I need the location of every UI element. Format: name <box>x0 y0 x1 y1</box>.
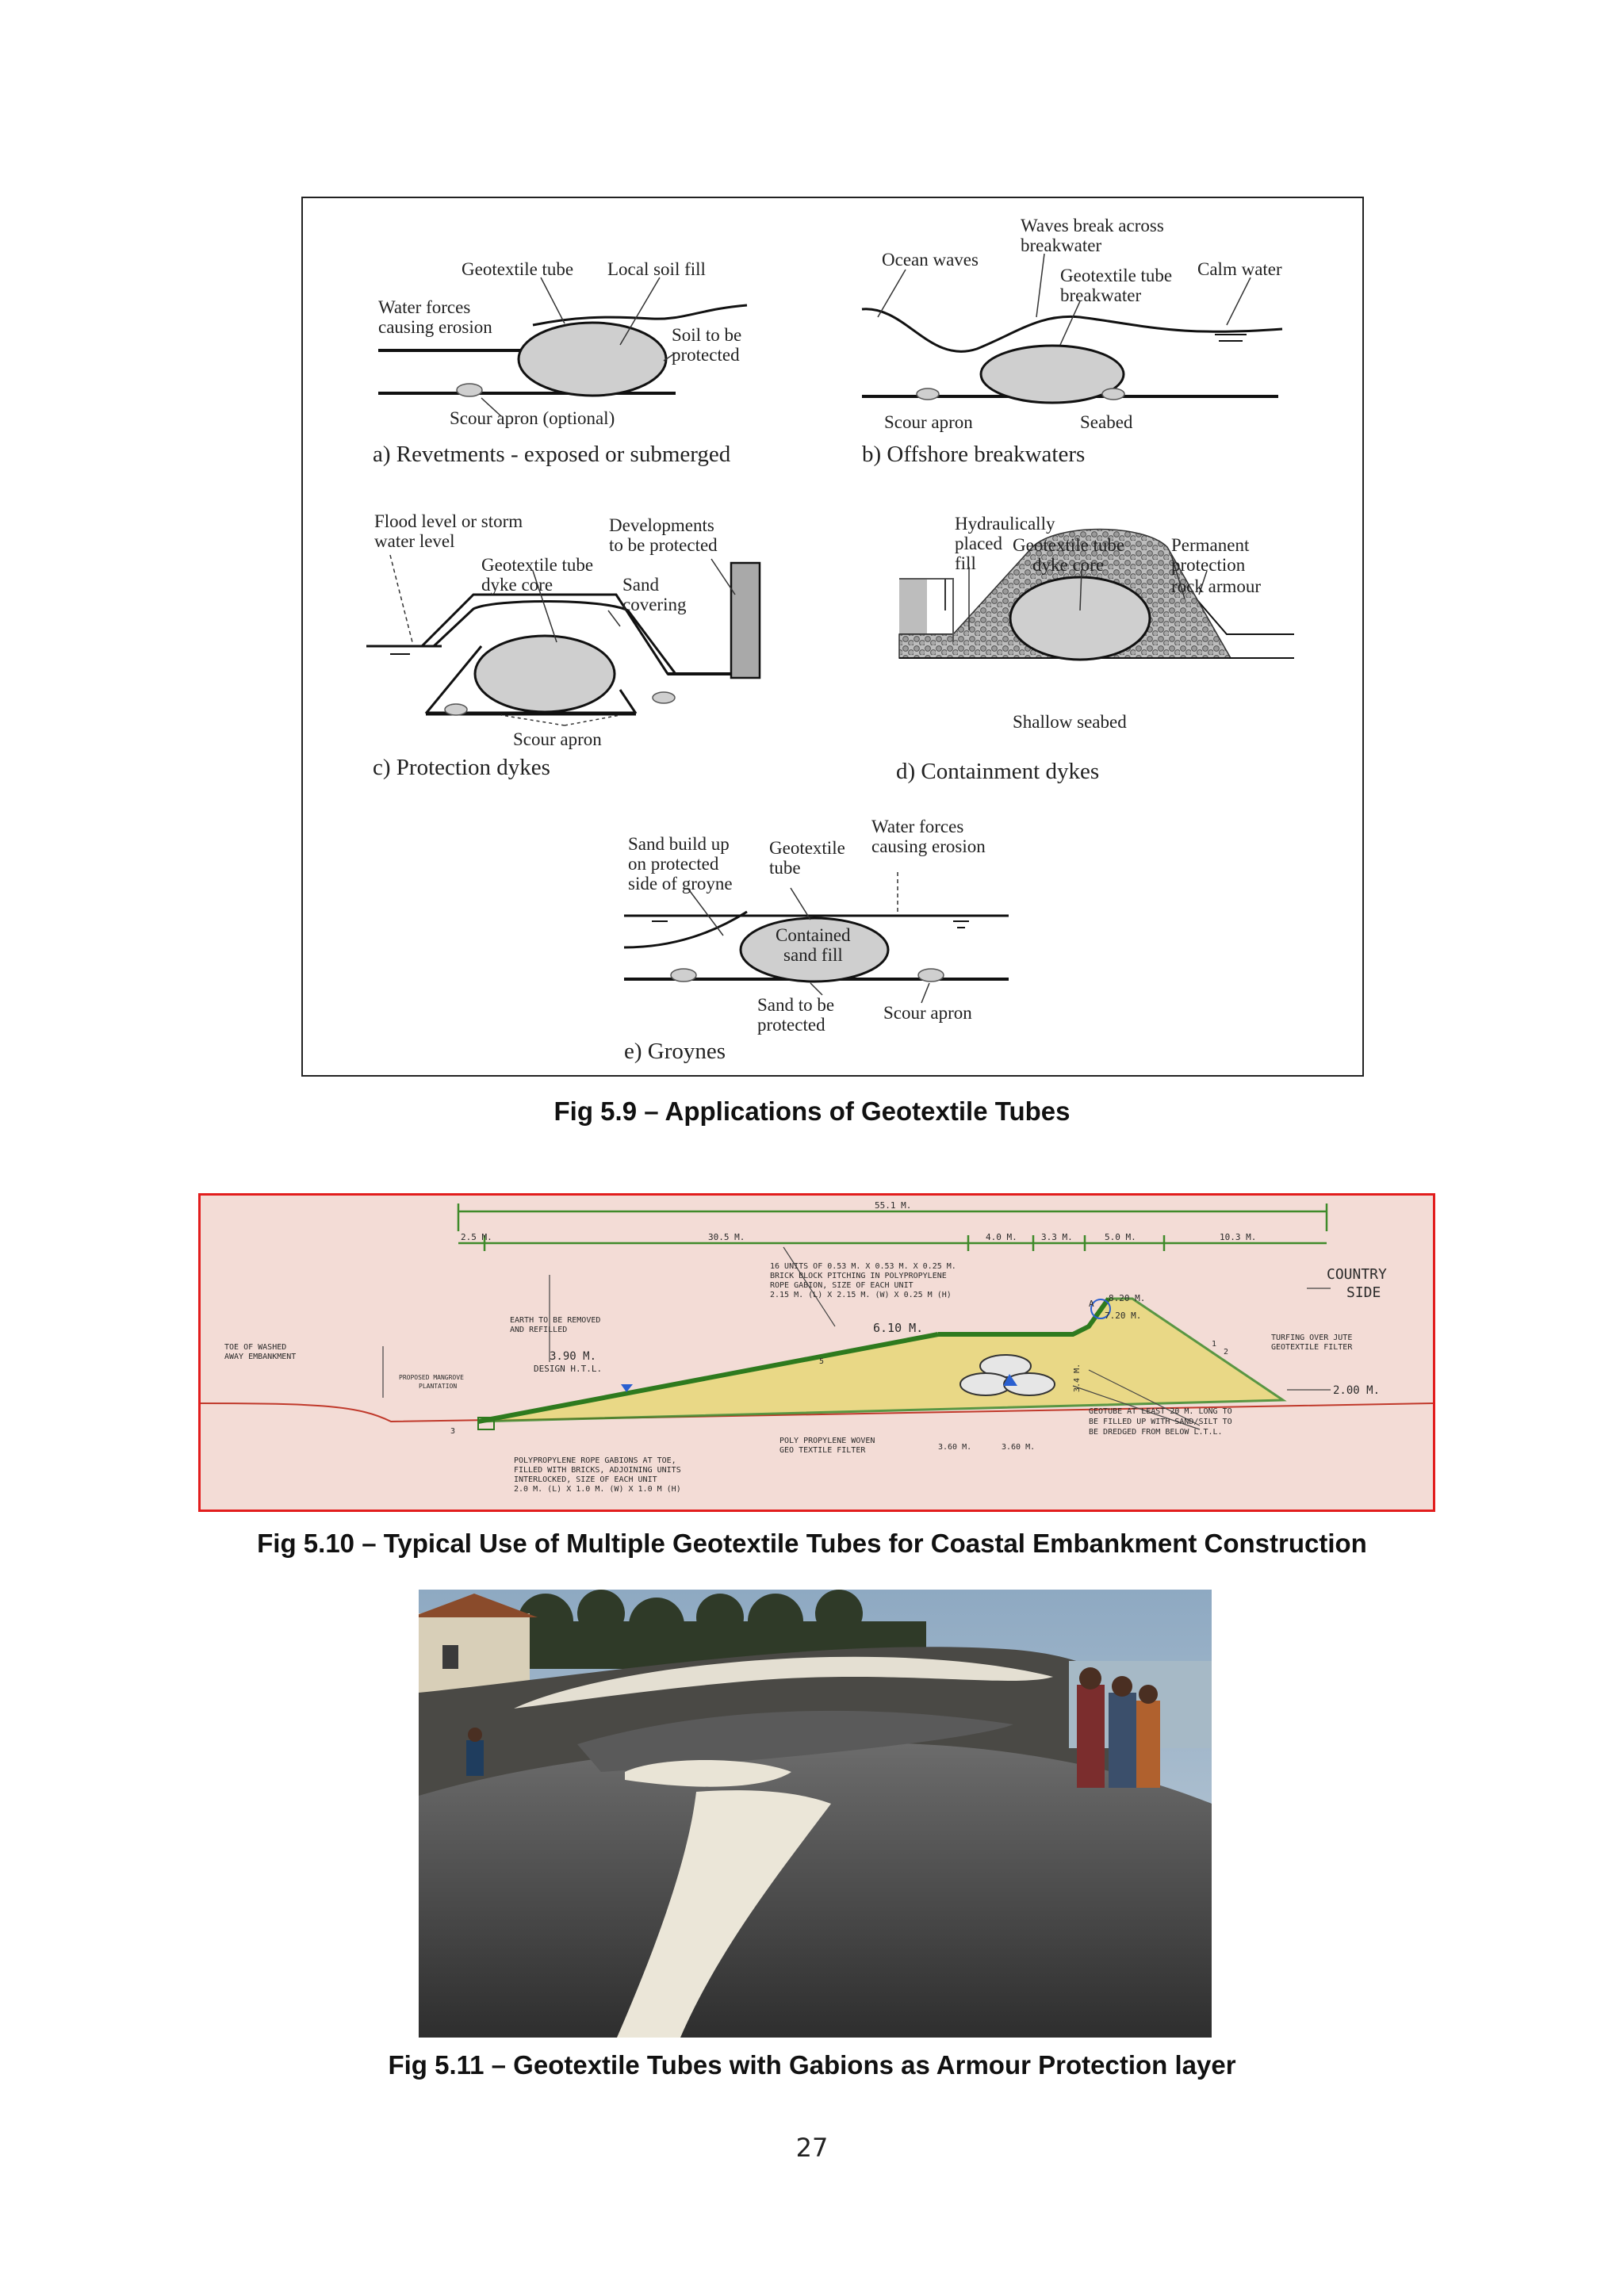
label-waves-break-2: breakwater <box>1021 235 1102 255</box>
label-developments-1: Developments <box>609 515 714 535</box>
panel-b-title: b) Offshore breakwaters <box>862 442 1086 467</box>
geotube-note-3: BE DREDGED FROM BELOW L.T.L. <box>1089 1428 1223 1437</box>
dim-h: 3.60 M. <box>1002 1443 1036 1452</box>
dim-total: 55.1 M. <box>875 1200 912 1211</box>
point-a: A <box>1089 1299 1094 1309</box>
label-sand-covering-2: covering <box>622 595 687 614</box>
fig-5-9-caption: Fig 5.9 – Applications of Geotextile Tubes <box>553 1096 1071 1126</box>
pp-note-2: GEO TEXTILE FILTER <box>779 1446 866 1455</box>
fig-5-11-photo <box>419 1590 1212 2038</box>
label-contained-2: sand fill <box>783 945 843 965</box>
label-sand-protected-1: Sand to be <box>757 995 835 1015</box>
label-shallow-seabed: Shallow seabed <box>1013 712 1127 732</box>
label-hydraulic-2: placed <box>955 534 1003 553</box>
turf-note-1: TURFING OVER JUTE <box>1271 1334 1353 1342</box>
panel-a-revetments <box>373 259 747 467</box>
earth-note-1: EARTH TO BE REMOVED <box>510 1316 601 1325</box>
label-permanent-3: rock armour <box>1171 576 1262 596</box>
label-scour-apron-c: Scour apron <box>513 729 602 749</box>
earth-note-2: AND REFILLED <box>510 1326 568 1334</box>
label-sand-build-1: Sand build up <box>628 834 730 854</box>
page-number: 27 <box>795 2133 829 2163</box>
num-2: 2 <box>1224 1348 1229 1357</box>
gabion-note-4: 2.15 M. (L) X 2.15 M. (W) X 0.25 M (H) <box>770 1291 952 1299</box>
label-dyke-core-d-1: Geotextile tube <box>1013 535 1125 555</box>
geotube-note-1: GEOTUBE AT LEAST 20 M. LONG TO <box>1089 1407 1232 1416</box>
geotextile-tube-d <box>1010 577 1150 660</box>
dimension-lines <box>458 1203 1327 1251</box>
label-sand-protected-2: protected <box>757 1015 825 1035</box>
label-soil-1: Soil to be <box>672 325 742 345</box>
label-seabed: Seabed <box>1080 412 1133 432</box>
dim-e: 5.0 M. <box>1105 1232 1136 1242</box>
fig-5-9-figure <box>301 197 1364 1077</box>
embankment-cross-section <box>201 1196 1433 1510</box>
gabion-note-1: 16 UNITS OF 0.53 M. X 0.53 M. X 0.25 M. <box>770 1262 956 1271</box>
geotextile-tube-a <box>519 323 666 396</box>
fig-5-10-caption: Fig 5.10 – Typical Use of Multiple Geotextile Tubes for Coastal Embankment Construction <box>257 1529 1367 1558</box>
label-calm-water: Calm water <box>1197 259 1282 279</box>
label-permanent-1: Permanent <box>1171 535 1250 555</box>
label-dyke-core-d-2: dyke core <box>1032 555 1105 575</box>
panel-e-groynes <box>624 817 1009 1064</box>
country-side-2: SIDE <box>1346 1284 1381 1301</box>
label-geotextile-e-1: Geotextile <box>769 838 845 858</box>
label-developments-2: to be protected <box>609 535 718 555</box>
level-2-00: 2.00 M. <box>1333 1384 1381 1397</box>
geotube-photo <box>419 1590 1212 2038</box>
pp-note-1: POLY PROPYLENE WOVEN <box>779 1437 875 1445</box>
num-3: 3 <box>450 1427 456 1436</box>
level-6-10: 6.10 M. <box>873 1321 924 1335</box>
toe-gabion-4: 2.0 M. (L) X 1.0 M. (W) X 1.0 M (H) <box>514 1485 681 1494</box>
label-soil-2: protected <box>672 345 740 365</box>
geotextile-tube-c <box>475 636 615 712</box>
label-water-forces-2: causing erosion <box>378 317 492 337</box>
num-1: 1 <box>1212 1340 1217 1349</box>
label-water-forces-1: Water forces <box>378 297 471 317</box>
development-block <box>731 563 760 678</box>
fig-5-10-drawing <box>198 1193 1435 1512</box>
label-geotextile-e-2: tube <box>769 858 801 878</box>
label-geotextile-tube-breakwater-2: breakwater <box>1060 285 1142 305</box>
label-permanent-2: protection <box>1171 555 1246 575</box>
fig-5-9-drawing <box>303 198 1365 1078</box>
panel-c-protection-dykes <box>366 511 760 780</box>
panel-a-title: a) Revetments - exposed or submerged <box>373 442 731 467</box>
label-scour-apron-optional: Scour apron (optional) <box>450 408 615 428</box>
panel-e-title: e) Groynes <box>624 1039 726 1064</box>
toe-gabion-3: INTERLOCKED, SIZE OF EACH UNIT <box>514 1475 657 1484</box>
panel-d-containment-dykes <box>896 514 1294 784</box>
dim-a: 2.5 M. <box>461 1232 492 1242</box>
panel-d-title: d) Containment dykes <box>896 759 1100 784</box>
mangrove-1: PROPOSED MANGROVE <box>399 1374 464 1381</box>
label-ocean-waves: Ocean waves <box>882 250 979 270</box>
htl-2: DESIGN H.T.L. <box>534 1364 603 1374</box>
label-water-forces-e-2: causing erosion <box>871 836 986 856</box>
dim-g: 3.60 M. <box>938 1443 972 1452</box>
label-hydraulic-3: fill <box>955 553 976 573</box>
mangrove-2: PLANTATION <box>419 1383 458 1390</box>
label-geotextile-tube-a: Geotextile tube <box>462 259 574 279</box>
dim-f: 10.3 M. <box>1220 1232 1257 1242</box>
toe-note-2: AWAY EMBANKMENT <box>224 1353 297 1361</box>
label-hydraulic-1: Hydraulically <box>955 514 1055 534</box>
htl-1: 3.90 M. <box>550 1350 597 1363</box>
label-flood-level-2: water level <box>374 531 455 551</box>
panel-c-title: c) Protection dykes <box>373 755 550 780</box>
gabion-note-2: BRICK BLOCK PITCHING IN POLYPROPYLENE <box>770 1272 947 1280</box>
label-sand-covering-1: Sand <box>622 575 659 595</box>
label-scour-apron-b: Scour apron <box>884 412 973 432</box>
turf-note-2: GEOTEXTILE FILTER <box>1271 1343 1353 1352</box>
gabion-note-3: ROPE GABION, SIZE OF EACH UNIT <box>770 1281 914 1290</box>
label-waves-break-1: Waves break across <box>1021 216 1164 235</box>
toe-note-1: TOE OF WASHED <box>224 1343 287 1352</box>
dim-d: 3.3 M. <box>1041 1232 1073 1242</box>
label-scour-apron-e: Scour apron <box>883 1003 972 1023</box>
panel-b-breakwaters <box>862 216 1282 467</box>
label-contained-1: Contained <box>776 925 851 945</box>
num-5: 5 <box>819 1357 825 1366</box>
label-water-forces-e-1: Water forces <box>871 817 964 836</box>
dim-b: 30.5 M. <box>708 1232 745 1242</box>
label-sand-build-2: on protected <box>628 854 719 874</box>
fig-5-11-caption: Fig 5.11 – Geotextile Tubes with Gabions as Armour Protection layer <box>388 2050 1236 2080</box>
toe-gabion-1: POLYPROPYLENE ROPE GABIONS AT TOE, <box>514 1456 676 1465</box>
label-dyke-core-1: Geotextile tube <box>481 555 594 575</box>
label-local-soil-fill: Local soil fill <box>607 259 706 279</box>
toe-gabion-2: FILLED WITH BRICKS, ADJOINING UNITS <box>514 1466 681 1475</box>
label-flood-level-1: Flood level or storm <box>374 511 523 531</box>
label-dyke-core-2: dyke core <box>481 575 553 595</box>
dim-c: 4.0 M. <box>986 1232 1017 1242</box>
level-7-20: 7.20 M. <box>1105 1311 1142 1321</box>
geotube-note-2: BE FILLED UP WITH SAND/SILT TO <box>1089 1418 1232 1426</box>
height-3-4: 3.4 M. <box>1073 1363 1082 1392</box>
label-sand-build-3: side of groyne <box>628 874 733 894</box>
level-8-20: 8.20 M. <box>1109 1293 1146 1303</box>
country-side-1: COUNTRY <box>1327 1266 1387 1283</box>
label-geotextile-tube-breakwater-1: Geotextile tube <box>1060 266 1173 285</box>
